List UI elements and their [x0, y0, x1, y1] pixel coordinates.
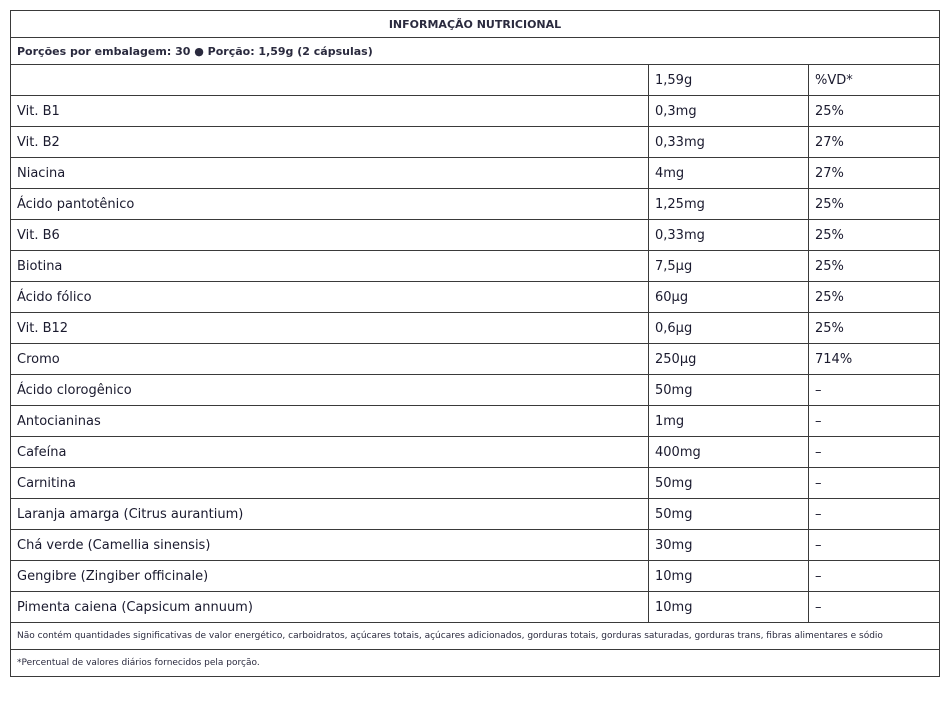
nutrient-name: Biotina [11, 251, 649, 282]
table-row [11, 561, 940, 592]
nutrient-vd: – [809, 530, 940, 561]
nutrient-name: Antocianinas [11, 406, 649, 437]
nutrient-amount: 1,25mg [649, 189, 809, 220]
table-row [11, 406, 940, 437]
column-header-row [11, 65, 940, 96]
table-row [11, 530, 940, 561]
nutrient-vd: – [809, 561, 940, 592]
nutrient-amount: 0,3mg [649, 96, 809, 127]
nutrient-name: Ácido pantotênico [11, 189, 649, 220]
nutrient-name: Ácido clorogênico [11, 375, 649, 406]
nutrient-amount: 50mg [649, 375, 809, 406]
nutrient-vd: 27% [809, 158, 940, 189]
table-row [11, 592, 940, 623]
nutrient-vd: 25% [809, 282, 940, 313]
nutrient-amount: 7,5µg [649, 251, 809, 282]
table-row [11, 96, 940, 127]
table-row [11, 375, 940, 406]
table-row [11, 344, 940, 375]
footnote-daily-value: *Percentual de valores diários fornecidos pela porção. [11, 650, 940, 677]
nutrient-name: Laranja amarga (Citrus aurantium) [11, 499, 649, 530]
nutrient-vd: – [809, 499, 940, 530]
nutrient-vd: 25% [809, 220, 940, 251]
nutrient-vd: – [809, 592, 940, 623]
footnote-not-significant: Não contém quantidades significativas de valor energético, carboidratos, açúcares totais, açúcares adicionados, gorduras totais, gorduras saturadas, gorduras trans, fibras alimentares e sódio [11, 623, 940, 650]
table-row [11, 127, 940, 158]
nutrient-name: Vit. B2 [11, 127, 649, 158]
serving-info: Porções por embalagem: 30 ● Porção: 1,59g (2 cápsulas) [11, 38, 940, 65]
nutrient-name: Vit. B1 [11, 96, 649, 127]
nutrient-vd: 25% [809, 96, 940, 127]
header-vd-cell: %VD* [809, 65, 940, 96]
nutrient-vd: – [809, 406, 940, 437]
table-row [11, 282, 940, 313]
nutrient-vd: 25% [809, 313, 940, 344]
nutrient-name: Ácido fólico [11, 282, 649, 313]
nutrient-vd: 27% [809, 127, 940, 158]
nutrient-amount: 0,33mg [649, 220, 809, 251]
nutrition-facts-table [10, 10, 940, 677]
nutrient-amount: 250µg [649, 344, 809, 375]
nutrient-amount: 30mg [649, 530, 809, 561]
nutrient-name: Vit. B6 [11, 220, 649, 251]
nutrient-amount: 4mg [649, 158, 809, 189]
nutrient-name: Niacina [11, 158, 649, 189]
header-name-cell [11, 65, 649, 96]
nutrient-name: Vit. B12 [11, 313, 649, 344]
table-row [11, 468, 940, 499]
nutrient-vd: 25% [809, 189, 940, 220]
nutrient-vd: 25% [809, 251, 940, 282]
nutrient-amount: 0,6µg [649, 313, 809, 344]
header-amount-cell: 1,59g [649, 65, 809, 96]
nutrient-amount: 60µg [649, 282, 809, 313]
nutrient-vd: 714% [809, 344, 940, 375]
nutrient-amount: 10mg [649, 561, 809, 592]
nutrient-amount: 1mg [649, 406, 809, 437]
nutrient-name: Carnitina [11, 468, 649, 499]
nutrient-name: Cromo [11, 344, 649, 375]
table-row [11, 499, 940, 530]
nutrient-name: Pimenta caiena (Capsicum annuum) [11, 592, 649, 623]
table-row [11, 220, 940, 251]
nutrient-amount: 50mg [649, 468, 809, 499]
nutrient-amount: 50mg [649, 499, 809, 530]
nutrient-amount: 10mg [649, 592, 809, 623]
nutrient-name: Gengibre (Zingiber officinale) [11, 561, 649, 592]
nutrient-amount: 0,33mg [649, 127, 809, 158]
nutrient-vd: – [809, 468, 940, 499]
table-row [11, 189, 940, 220]
nutrient-name: Cafeína [11, 437, 649, 468]
nutrient-amount: 400mg [649, 437, 809, 468]
table-row [11, 251, 940, 282]
table-row [11, 313, 940, 344]
nutrient-vd: – [809, 375, 940, 406]
table-title: INFORMAÇÃO NUTRICIONAL [11, 11, 940, 38]
table-row [11, 437, 940, 468]
nutrient-name: Chá verde (Camellia sinensis) [11, 530, 649, 561]
table-row [11, 158, 940, 189]
nutrient-vd: – [809, 437, 940, 468]
